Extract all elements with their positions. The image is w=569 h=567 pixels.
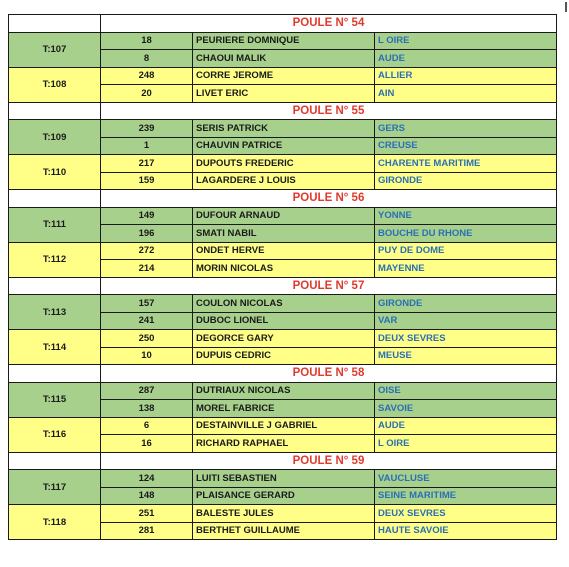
player-department: GIRONDE [375,295,557,313]
player-name: DEGORCE GARY [193,330,375,348]
player-row [9,242,557,260]
table-number: T:113 [9,295,101,330]
poule-title: POULE N° 59 [101,452,557,470]
poule-title: POULE N° 54 [101,15,557,33]
player-department: GIRONDE [375,172,557,190]
player-department: CHARENTE MARITIME [375,155,557,173]
player-department: BOUCHE DU RHONE [375,225,557,243]
player-row [9,330,557,348]
player-name: PLAISANCE GERARD [193,487,375,505]
player-department: L OIRE [375,435,557,453]
player-number: 6 [101,417,193,435]
table-number: T:118 [9,505,101,540]
player-number: 1 [101,137,193,155]
player-department: HAUTE SAVOIE [375,522,557,540]
table-number: T:111 [9,207,101,242]
table-number: T:117 [9,470,101,505]
player-name: LIVET ERIC [193,85,375,103]
player-number: 159 [101,172,193,190]
player-name: LUITI SEBASTIEN [193,470,375,488]
poule-header-row [9,277,557,295]
player-name: DUPOUTS FREDERIC [193,155,375,173]
player-department: PUY DE DOME [375,242,557,260]
player-number: 148 [101,487,193,505]
header-blank-cell [9,102,101,120]
player-number: 196 [101,225,193,243]
poule-title: POULE N° 56 [101,190,557,208]
player-number: 251 [101,505,193,523]
player-department: GERS [375,120,557,138]
player-name: MOREL FABRICE [193,400,375,418]
poule-header-row [9,102,557,120]
player-number: 16 [101,435,193,453]
player-name: SERIS PATRICK [193,120,375,138]
poule-header-row [9,190,557,208]
player-number: 239 [101,120,193,138]
player-name: SMATI NABIL [193,225,375,243]
poule-table-body [9,15,557,540]
poule-table [8,14,557,540]
header-blank-cell [9,452,101,470]
player-department: ALLIER [375,67,557,85]
player-name: BALESTE JULES [193,505,375,523]
player-number: 250 [101,330,193,348]
header-blank-cell [9,15,101,33]
player-name: BERTHET GUILLAUME [193,522,375,540]
player-row [9,417,557,435]
player-number: 138 [101,400,193,418]
player-department: VAUCLUSE [375,470,557,488]
player-name: CHAOUI MALIK [193,50,375,68]
player-department: VAR [375,312,557,330]
header-blank-cell [9,365,101,383]
player-number: 10 [101,347,193,365]
player-name: RICHARD RAPHAEL [193,435,375,453]
player-department: AUDE [375,50,557,68]
player-name: DUPUIS CEDRIC [193,347,375,365]
player-department: MAYENNE [375,260,557,278]
player-name: COULON NICOLAS [193,295,375,313]
player-name: CHAUVIN PATRICE [193,137,375,155]
poule-title: POULE N° 58 [101,365,557,383]
poule-header-row [9,452,557,470]
player-number: 241 [101,312,193,330]
poule-header-row [9,15,557,33]
player-number: 157 [101,295,193,313]
header-blank-cell [9,277,101,295]
poule-title: POULE N° 57 [101,277,557,295]
player-name: DUBOC LIONEL [193,312,375,330]
player-name: DESTAINVILLE J GABRIEL [193,417,375,435]
poule-title: POULE N° 55 [101,102,557,120]
player-number: 149 [101,207,193,225]
player-number: 272 [101,242,193,260]
player-name: ONDET HERVE [193,242,375,260]
player-department: L OIRE [375,32,557,50]
table-number: T:115 [9,382,101,417]
player-row [9,120,557,138]
player-row [9,155,557,173]
player-department: AUDE [375,417,557,435]
player-department: CREUSE [375,137,557,155]
table-number: T:110 [9,155,101,190]
player-row [9,32,557,50]
player-name: CORRE JEROME [193,67,375,85]
table-number: T:114 [9,330,101,365]
player-department: YONNE [375,207,557,225]
player-number: 281 [101,522,193,540]
player-row [9,382,557,400]
player-department: OISE [375,382,557,400]
player-number: 18 [101,32,193,50]
player-row [9,207,557,225]
player-name: DUFOUR ARNAUD [193,207,375,225]
player-number: 8 [101,50,193,68]
scan-mark [565,2,567,12]
player-department: SEINE MARITIME [375,487,557,505]
player-row [9,295,557,313]
player-number: 20 [101,85,193,103]
table-number: T:109 [9,120,101,155]
player-department: DEUX SEVRES [375,505,557,523]
player-row [9,505,557,523]
player-number: 248 [101,67,193,85]
table-number: T:108 [9,67,101,102]
player-row [9,470,557,488]
player-department: MEUSE [375,347,557,365]
player-name: DUTRIAUX NICOLAS [193,382,375,400]
header-blank-cell [9,190,101,208]
player-number: 287 [101,382,193,400]
poule-sheet [8,14,556,540]
player-name: MORIN NICOLAS [193,260,375,278]
player-number: 217 [101,155,193,173]
player-number: 124 [101,470,193,488]
player-name: LAGARDERE J LOUIS [193,172,375,190]
poule-header-row [9,365,557,383]
player-department: SAVOIE [375,400,557,418]
table-number: T:107 [9,32,101,67]
table-number: T:116 [9,417,101,452]
player-department: DEUX SEVRES [375,330,557,348]
player-department: AIN [375,85,557,103]
player-row [9,67,557,85]
player-name: PEURIERE DOMNIQUE [193,32,375,50]
player-number: 214 [101,260,193,278]
table-number: T:112 [9,242,101,277]
